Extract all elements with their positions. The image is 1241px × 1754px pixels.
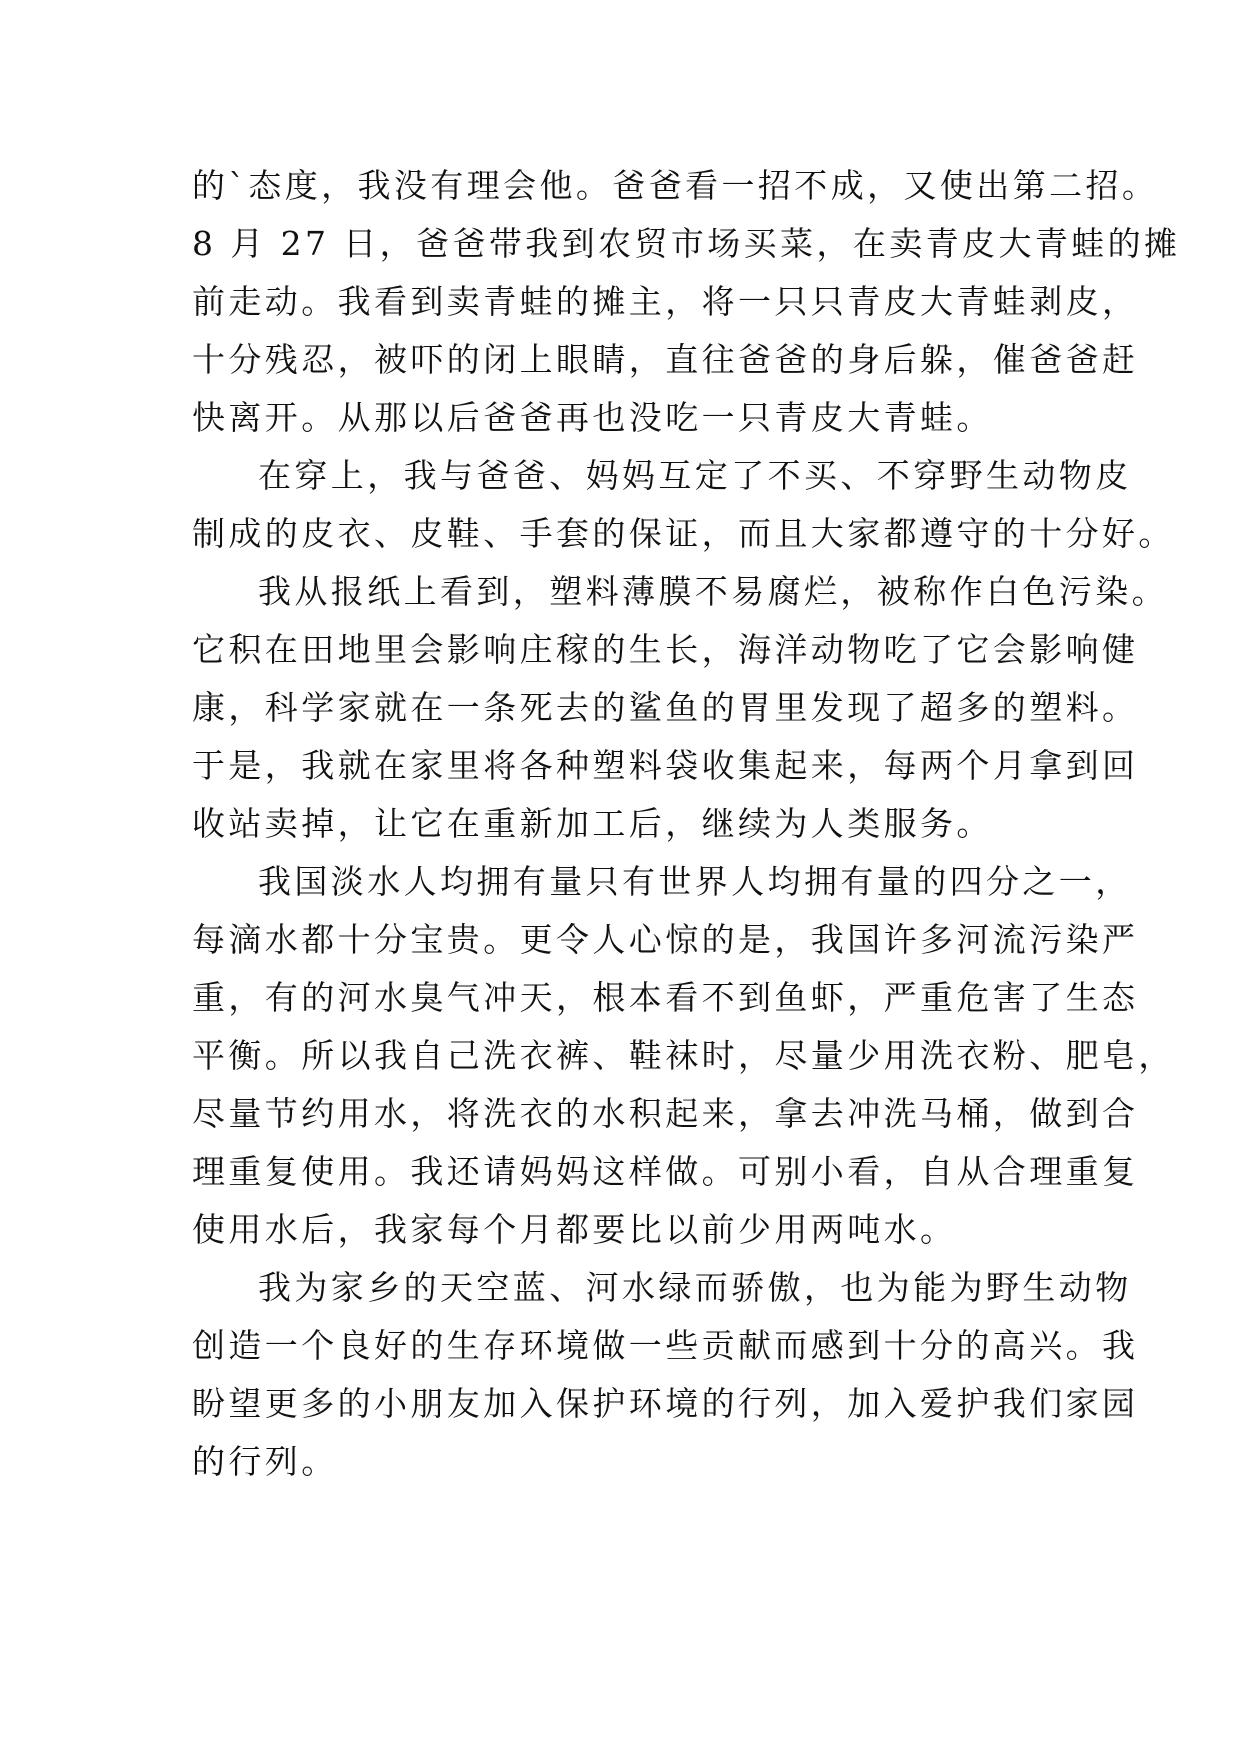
paragraph-1 — [192, 157, 1181, 447]
text-line: 理重复使用。我还请妈妈这样做。可别小看，自从合理重复 — [192, 1152, 1139, 1191]
text-line: 康，科学家就在一条死去的鲨鱼的胃里发现了超多的塑料。 — [192, 688, 1139, 727]
text-line: 前走动。我看到卖青蛙的摊主，将一只只青皮大青蛙剥皮， — [192, 282, 1139, 321]
text-line: 我国淡水人均拥有量只有世界人均拥有量的四分之一， — [258, 862, 1132, 901]
text-line: 于是，我就在家里将各种塑料袋收集起来，每两个月拿到回 — [192, 746, 1139, 785]
paragraph-4 — [192, 853, 1175, 1259]
paragraph-3 — [192, 563, 1168, 853]
text-line: 的行列。 — [192, 1442, 338, 1481]
text-line: 的`态度，我没有理会他。爸爸看一招不成，又使出第二招。 — [192, 166, 1159, 205]
text-line: 我为家乡的天空蓝、河水绿而骄傲，也为能为野生动物 — [258, 1268, 1132, 1307]
text-line: 制成的皮衣、皮鞋、手套的保证，而且大家都遵守的十分好。 — [192, 514, 1175, 553]
text-line: 盼望更多的小朋友加入保护环境的行列，加入爱护我们家园 — [192, 1384, 1139, 1423]
text-line: 8 月 27 日，爸爸带我到农贸市场买菜，在卖青皮大青蛙的摊 — [192, 224, 1181, 263]
paragraph-5 — [192, 1259, 1139, 1491]
paragraph-2 — [192, 447, 1175, 563]
text-line: 快离开。从那以后爸爸再也没吃一只青皮大青蛙。 — [192, 398, 993, 437]
document-page — [192, 157, 1181, 1491]
text-line: 我从报纸上看到，塑料薄膜不易腐烂，被称作白色污染。 — [258, 572, 1168, 611]
text-line: 十分残忍，被吓的闭上眼睛，直往爸爸的身后躲，催爸爸赶 — [192, 340, 1139, 379]
text-line: 尽量节约用水，将洗衣的水积起来，拿去冲洗马桶，做到合 — [192, 1094, 1139, 1133]
text-line: 每滴水都十分宝贵。更令人心惊的是，我国许多河流污染严 — [192, 920, 1139, 959]
text-line: 使用水后，我家每个月都要比以前少用两吨水。 — [192, 1210, 957, 1249]
text-line: 在穿上，我与爸爸、妈妈互定了不买、不穿野生动物皮 — [258, 456, 1132, 495]
text-line: 收站卖掉，让它在重新加工后，继续为人类服务。 — [192, 804, 993, 843]
text-line: 重，有的河水臭气冲天，根本看不到鱼虾，严重危害了生态 — [192, 978, 1139, 1017]
text-line: 它积在田地里会影响庄稼的生长，海洋动物吃了它会影响健 — [192, 630, 1139, 669]
text-line: 平衡。所以我自己洗衣裤、鞋袜时，尽量少用洗衣粉、肥皂， — [192, 1036, 1175, 1075]
text-line: 创造一个良好的生存环境做一些贡献而感到十分的高兴。我 — [192, 1326, 1139, 1365]
